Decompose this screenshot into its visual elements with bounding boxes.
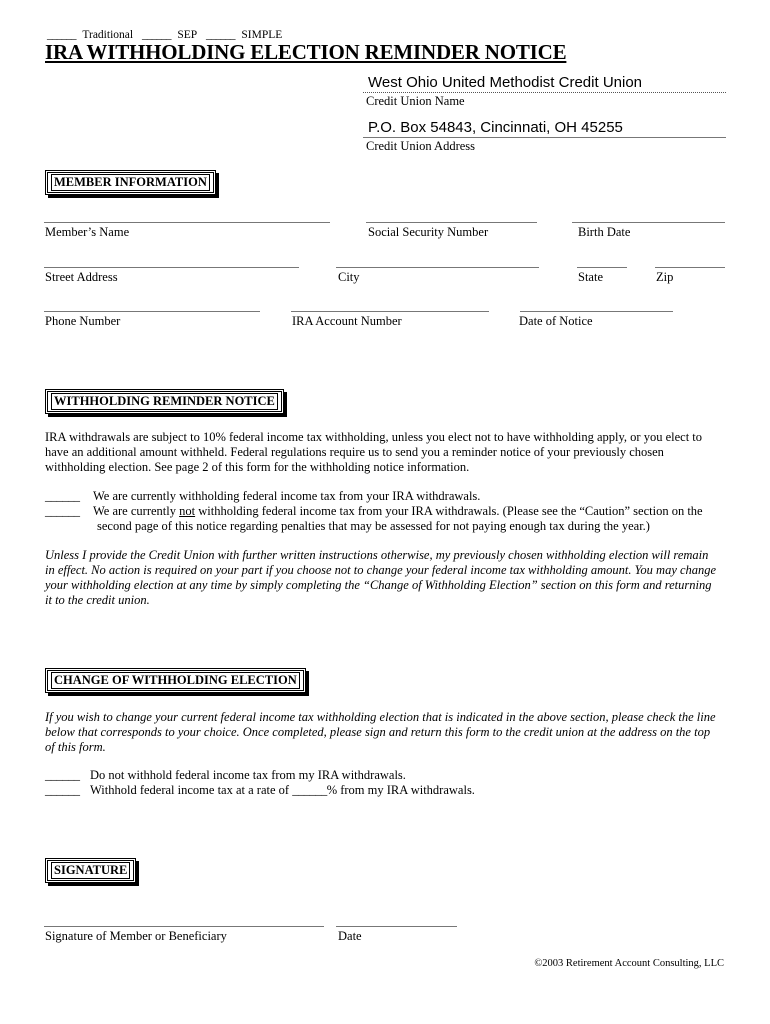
- option-blank: ______: [45, 783, 80, 797]
- change-heading: [45, 668, 306, 693]
- option-blank: ______: [45, 489, 80, 503]
- notice-date-label: Date of Notice: [519, 314, 593, 328]
- option-text: Do not withhold federal income tax from my IRA withdrawals.: [90, 768, 406, 782]
- ira-account-field[interactable]: [291, 311, 489, 312]
- credit-union-name-label: Credit Union Name: [366, 94, 465, 108]
- ssn-field[interactable]: [366, 222, 537, 223]
- credit-union-name-line: [363, 92, 726, 93]
- city-field[interactable]: [336, 267, 539, 268]
- zip-label: Zip: [656, 270, 674, 284]
- reminder-italic-line: it to the credit union.: [45, 593, 150, 607]
- reminder-heading: [45, 389, 284, 414]
- member-name-label: Member’s Name: [45, 225, 130, 239]
- credit-union-address-label: Credit Union Address: [366, 139, 476, 153]
- reminder-heading-text: WITHHOLDING REMINDER NOTICE: [51, 393, 278, 410]
- birth-date-field[interactable]: [572, 222, 725, 223]
- plan-type-blank: ______: [142, 29, 171, 41]
- copyright: ©2003 Retirement Account Consulting, LLC: [534, 958, 724, 969]
- reminder-option-line2: second page of this notice regarding penalties that may be assessed for not paying enough tax during the year.): [97, 519, 650, 533]
- change-option-withhold-rate[interactable]: [45, 783, 475, 798]
- change-italic-paragraph: [45, 710, 745, 755]
- zip-field[interactable]: [655, 267, 725, 268]
- reminder-italic-line: in effect. No action is required on your part if you choose not to change your federal income tax withholding amount. You may change: [45, 563, 717, 577]
- change-heading-text: CHANGE OF WITHHOLDING ELECTION: [51, 672, 300, 689]
- option-blank: ______: [45, 504, 80, 518]
- plan-type-blank: ______: [206, 29, 235, 41]
- city-label: City: [338, 270, 360, 284]
- member-name-field[interactable]: [44, 222, 330, 223]
- signature-heading-text: SIGNATURE: [51, 862, 130, 879]
- reminder-intro-line: withholding election. See page 2 of this form for the withholding notice information.: [45, 460, 470, 474]
- member-info-heading: [45, 170, 216, 195]
- option-text-post: withholding federal income tax from your IRA withdrawals. (Please see the “Caution” section on the: [195, 504, 703, 518]
- phone-field[interactable]: [44, 311, 260, 312]
- signature-heading: [45, 858, 136, 883]
- credit-union-name-value[interactable]: West Ohio United Methodist Credit Union: [368, 74, 643, 91]
- plan-type-blank: ______: [47, 29, 76, 41]
- credit-union-address-line: [363, 137, 726, 138]
- birth-date-label: Birth Date: [578, 225, 631, 239]
- option-text-not: not: [179, 504, 196, 518]
- option-text: [93, 504, 703, 519]
- signature-date-field[interactable]: [336, 926, 457, 927]
- option-text-pre: Withhold federal income tax at a rate of: [90, 783, 293, 797]
- change-italic-line: If you wish to change your current federal income tax withholding election that is indicated in the above section, please check the line: [45, 710, 716, 724]
- option-text: We are currently withholding federal income tax from your IRA withdrawals.: [93, 489, 481, 503]
- member-info-heading-text: MEMBER INFORMATION: [51, 174, 210, 191]
- credit-union-address-value[interactable]: P.O. Box 54843, Cincinnati, OH 45255: [368, 119, 623, 136]
- change-italic-line: of this form.: [45, 740, 106, 754]
- reminder-intro-line: IRA withdrawals are subject to 10% federal income tax withholding, unless you elect not to have withholding apply, or you elect to: [45, 430, 703, 444]
- state-label: State: [578, 270, 603, 284]
- ira-account-label: IRA Account Number: [292, 314, 402, 328]
- option-text-post: % from my IRA withdrawals.: [326, 783, 475, 797]
- reminder-italic-paragraph: [45, 548, 745, 608]
- plan-type-label: SEP: [177, 29, 198, 41]
- signature-field[interactable]: [44, 926, 324, 927]
- reminder-intro: [45, 430, 745, 475]
- reminder-italic-line: your withholding election at any time by simply completing the “Change of Withholding Election” section on this form and returning: [45, 578, 712, 592]
- phone-label: Phone Number: [45, 314, 121, 328]
- plan-type-label: SIMPLE: [241, 29, 283, 41]
- signature-date-label: Date: [338, 929, 362, 943]
- reminder-italic-line: Unless I provide the Credit Union with further written instructions otherwise, my previously chosen withholding election will remain: [45, 548, 709, 562]
- state-field[interactable]: [577, 267, 627, 268]
- change-italic-line: below that corresponds to your choice. Once completed, please sign and return this form to the credit union at the address on the top: [45, 725, 711, 739]
- rate-blank[interactable]: ______: [292, 783, 327, 797]
- reminder-intro-line: have an additional amount withheld. Federal regulations require us to send you a reminder notice of your previously chosen: [45, 445, 664, 459]
- street-address-label: Street Address: [45, 270, 118, 284]
- reminder-option-withholding[interactable]: [45, 489, 481, 504]
- page-title: IRA WITHHOLDING ELECTION REMINDER NOTICE: [45, 40, 567, 64]
- notice-date-field[interactable]: [520, 311, 673, 312]
- street-address-field[interactable]: [44, 267, 299, 268]
- change-option-do-not-withhold[interactable]: [45, 768, 406, 783]
- reminder-option-not-withholding[interactable]: [45, 504, 703, 519]
- ssn-label: Social Security Number: [368, 225, 489, 239]
- option-blank: ______: [45, 768, 80, 782]
- plan-type-label: Traditional: [82, 29, 134, 41]
- option-text-pre: We are currently: [93, 504, 180, 518]
- signature-label: Signature of Member or Beneficiary: [45, 929, 227, 943]
- option-text: [90, 783, 475, 798]
